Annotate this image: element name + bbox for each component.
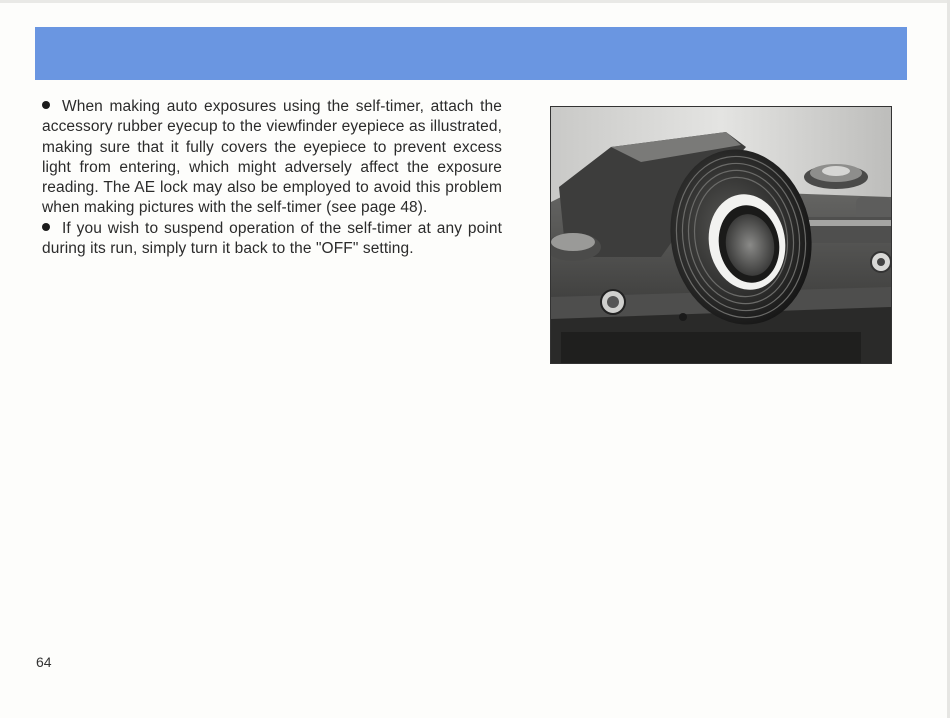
paragraph-2 [42,219,502,260]
camera-eyecup-illustration [551,107,891,363]
paragraph-2-text: If you wish to suspend operation of the self-timer at any point during its run, simply turn it back to the "OFF" setting. [42,219,502,258]
paragraph-1 [42,97,502,219]
bullet-icon [42,101,50,109]
page-top-edge [0,0,950,3]
camera-eyecup-photo [550,106,892,364]
page-number: 64 [36,654,52,670]
header-bar [35,27,907,80]
paragraph-1-text: When making auto exposures using the self-timer, attach the accessory rubber eyecup to the viewfinder eyepiece as illustrated, making sure that it fully covers the eyepiece to prevent excess light from entering, which might adversely affect the exposure reading. The AE lock may also be employed to avoid this problem when making pictures with the self-timer (see page 48). [42,98,502,217]
bullet-icon [42,223,50,231]
body-text [42,97,502,259]
